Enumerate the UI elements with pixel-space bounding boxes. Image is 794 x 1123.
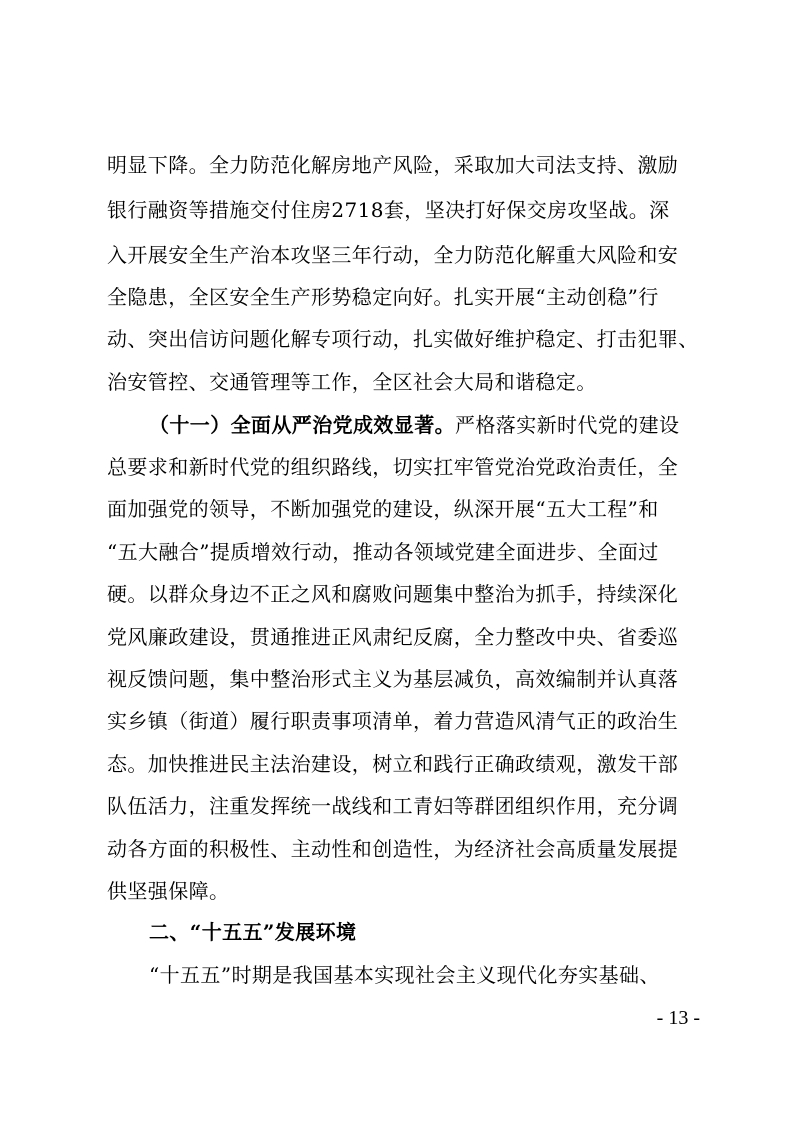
paragraph-2-line-12: 供坚强保障。 [107, 879, 230, 903]
paragraph-2-line-9: 态。加快推进民主法治建设，树立和践行正确政绩观，激发干部 [107, 752, 679, 776]
paragraph-2-line-11: 动各方面的积极性、主动性和创造性，为经济社会高质量发展提 [107, 837, 679, 861]
paragraph-2-line-2: 总要求和新时代党的组织路线，切实扛牢管党治党政治责任，全 [107, 455, 679, 479]
section-heading: 二、“十五五”发展环境 [149, 920, 357, 944]
paragraph-2-line-5: 硬。以群众身边不正之风和腐败问题集中整治为抓手，持续深化 [107, 582, 679, 606]
paragraph-2-first-line-rest: 严格落实新时代党的建设 [455, 413, 680, 437]
paragraph-2-first-line [149, 410, 690, 440]
paragraph-1-line-2: 银行融资等措施交付住房2718套，坚决打好保交房攻坚战。深 [107, 198, 670, 222]
paragraph-2-line-3: 面加强党的领导，不断加强党的建设，纵深开展“五大工程”和 [107, 497, 659, 521]
page-number: - 13 - [656, 1007, 700, 1029]
paragraph-1-line-1: 明显下降。全力防范化解房地产风险，采取加大司法支持、激励 [107, 153, 679, 177]
paragraph-3-line-1: “十五五”时期是我国基本实现社会主义现代化夯实基础、 [149, 963, 660, 987]
paragraph-2-line-7: 视反馈问题，集中整治形式主义为基层减负，高效编制并认真落 [107, 667, 679, 691]
paragraph-2-line-10: 队伍活力，注重发挥统一战线和工青妇等群团组织作用，充分调 [107, 794, 679, 818]
paragraph-1-line-6: 治安管控、交通管理等工作，全区社会大局和谐稳定。 [107, 370, 597, 394]
paragraph-1-line-5: 动、突出信访问题化解专项行动，扎实做好维护稳定、打击犯罪、 [107, 327, 699, 351]
paragraph-2-bold-lead: （十一）全面从严治党成效显著。 [149, 413, 455, 437]
paragraph-2-line-4: “五大融合”提质增效行动，推动各领域党建全面进步、全面过 [107, 540, 659, 564]
paragraph-1-line-3: 入开展安全生产治本攻坚三年行动，全力防范化解重大风险和安 [107, 243, 679, 267]
paragraph-2-line-6: 党风廉政建设，贯通推进正风肃纪反腐，全力整改中央、省委巡 [107, 625, 679, 649]
paragraph-2-line-8: 实乡镇（街道）履行职责事项清单，着力营造风清气正的政治生 [107, 709, 679, 733]
paragraph-1-line-4: 全隐患，全区安全生产形势稳定向好。扎实开展“主动创稳”行 [107, 285, 659, 309]
